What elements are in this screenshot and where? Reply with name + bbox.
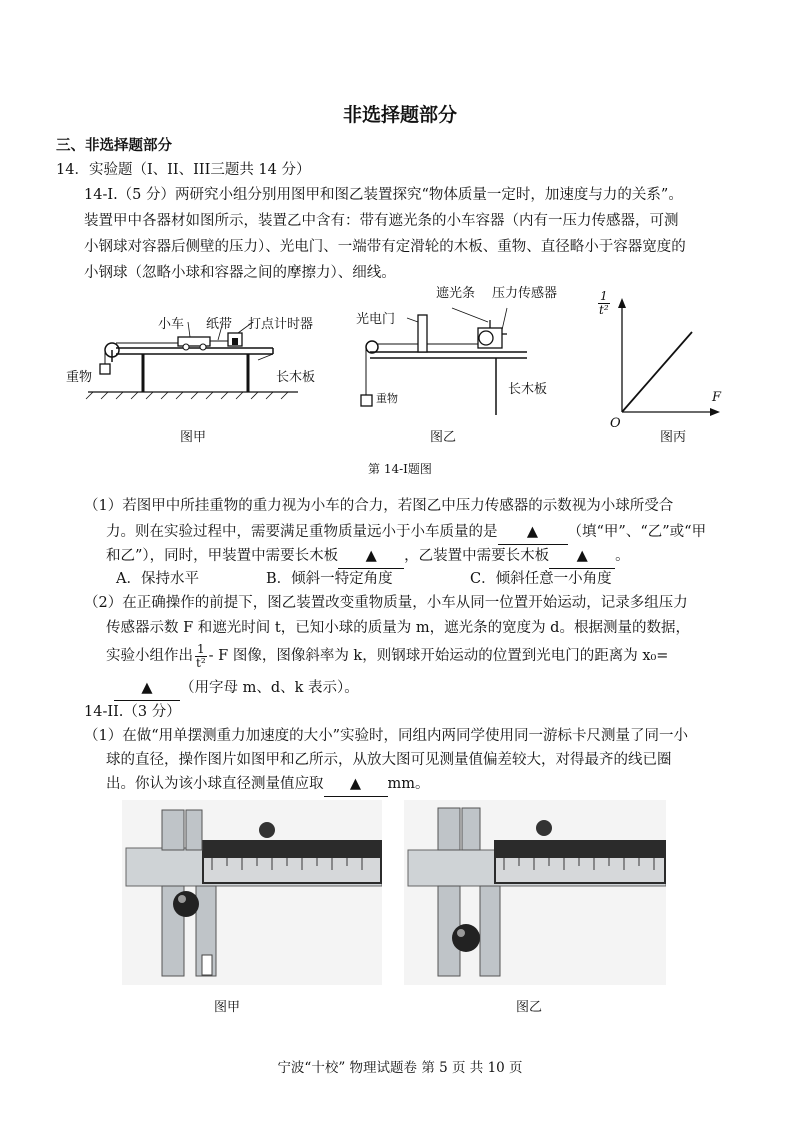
q14-1-p1-line3 <box>106 544 630 569</box>
q14-1-p2-line3-a: 实验小组作出 <box>106 648 193 664</box>
option-a: A．保持水平 <box>116 571 199 587</box>
fig-b-gate-label: 光电门 <box>356 312 396 327</box>
q14-2-header: 14-II.（3 分） <box>84 704 181 720</box>
q14-1-p2-line3 <box>106 639 668 673</box>
answer-blank-1[interactable]: ▲ <box>498 520 568 545</box>
q14-1-p1-line3-b: ，乙装置中需要长木板 <box>404 548 550 564</box>
fig-b-caption: 图乙 <box>430 430 457 445</box>
page-title: 非选择题部分 <box>342 104 457 126</box>
q14-1-intro-line1: 14-I.（5 分）两研究小组分别用图甲和图乙装置探究“物体质量一定时，加速度与力的关系”。 <box>84 187 683 203</box>
q14-1-p1-line2-b: （填“甲”、“乙”或“甲 <box>567 524 707 540</box>
frac-num: 1 <box>197 641 205 656</box>
q14-1-p2-line4 <box>114 676 359 701</box>
fig-c-caption: 图丙 <box>660 430 687 445</box>
answer-blank-5[interactable]: ▲ <box>324 772 388 797</box>
q14-1-p1-line2 <box>106 520 706 545</box>
fig-c-origin-label: O <box>610 416 621 431</box>
q14-1-p2-line1: （2）在正确操作的前提下，图乙装置改变重物质量，小车从同一位置开始运动，记录多组压力 <box>84 595 688 611</box>
caliper-b-caption: 图乙 <box>516 1000 543 1015</box>
answer-blank-2[interactable]: ▲ <box>338 544 404 569</box>
answer-blank-4[interactable]: ▲ <box>114 676 180 701</box>
q14-2-p1-line3-a: 出。你认为该小球直径测量值应取 <box>106 776 324 792</box>
q14-header: 14．实验题（I、II、III三题共 14 分） <box>56 162 311 178</box>
fig-a-timer-label: 打点计时器 <box>248 317 314 332</box>
fig-b-sensor-label: 压力传感器 <box>492 286 558 301</box>
figure-c-graph <box>596 290 726 422</box>
page-footer: 宁波“十校” 物理试题卷 第 5 页 共 10 页 <box>277 1060 523 1076</box>
section-heading: 三、非选择题部分 <box>56 138 172 154</box>
q14-1-p1-line3-a: 和乙”），同时，甲装置中需要长木板 <box>106 548 339 564</box>
caliper-photo-b <box>404 800 666 985</box>
option-c: C．倾斜任意一小角度 <box>470 571 612 587</box>
q14-1-intro-line3: 小钢球对容器后侧壁的压力）、光电门、一端带有定滑轮的木板、重物、直径略小于容器宽度的 <box>84 239 686 255</box>
q14-2-p1-line3 <box>106 772 430 797</box>
q14-1-p1-line2-a: 力。则在实验过程中，需要满足重物质量远小于小车质量的是 <box>106 524 498 540</box>
caliper-a-caption: 图甲 <box>214 1000 241 1015</box>
fig-c-y-axis-label <box>598 290 610 317</box>
caliper-photo-a <box>122 800 382 985</box>
answer-blank-3[interactable]: ▲ <box>549 544 615 569</box>
fig-c-y-num: 1 <box>600 289 608 303</box>
fig-b-board-label: 长木板 <box>508 382 548 397</box>
q14-1-p2-line4-text: （用字母 m、d、k 表示）。 <box>180 680 359 696</box>
q14-1-p2-line3-b: - F 图像，图像斜率为 k，则钢球开始运动的位置到光电门的距离为 x₀= <box>208 648 669 664</box>
q14-2-p1-line1: （1）在做“用单摆测重力加速度的大小”实验时，同组内两同学使用同一游标卡尺测量了同一小 <box>84 728 689 744</box>
fig-c-x-axis-label: F <box>712 390 722 405</box>
figure-group-caption: 第 14-I题图 <box>368 462 432 476</box>
q14-1-intro-line4: 小钢球（忽略小球和容器之间的摩擦力）、细线。 <box>84 265 396 281</box>
fig-b-strip-label: 遮光条 <box>436 286 476 301</box>
q14-1-p2-line2: 传感器示数 F 和遮光时间 t，已知小球的质量为 m，遮光条的宽度为 d。根据测量的数据， <box>106 620 690 636</box>
q14-2-p1-line2: 球的直径，操作图片如图甲和乙所示，从放大图可见测量值偏差较大，对得最齐的线已圈 <box>106 752 672 768</box>
q14-2-p1-line3-b: mm。 <box>387 776 430 792</box>
fig-a-weight-label: 重物 <box>66 370 93 385</box>
fig-c-y-den: t² <box>599 303 609 317</box>
one-over-t-squared <box>195 643 207 670</box>
option-b: B．倾斜一特定角度 <box>266 571 393 587</box>
q14-1-intro-line2: 装置甲中各器材如图所示，装置乙中含有：带有遮光条的小车容器（内有一压力传感器，可测 <box>84 213 679 229</box>
fig-a-tape-label: 纸带 <box>206 317 233 332</box>
q14-1-p1-line1: （1）若图甲中所挂重物的重力视为小车的合力，若图乙中压力传感器的示数视为小球所受合 <box>84 498 674 514</box>
fig-a-board-label: 长木板 <box>276 370 316 385</box>
fig-a-cart-label: 小车 <box>158 317 185 332</box>
fig-a-caption: 图甲 <box>180 430 207 445</box>
q14-1-p1-line3-c: 。 <box>615 548 630 564</box>
fig-b-weight-label: 重物 <box>376 392 398 405</box>
frac-den: t² <box>196 655 206 670</box>
